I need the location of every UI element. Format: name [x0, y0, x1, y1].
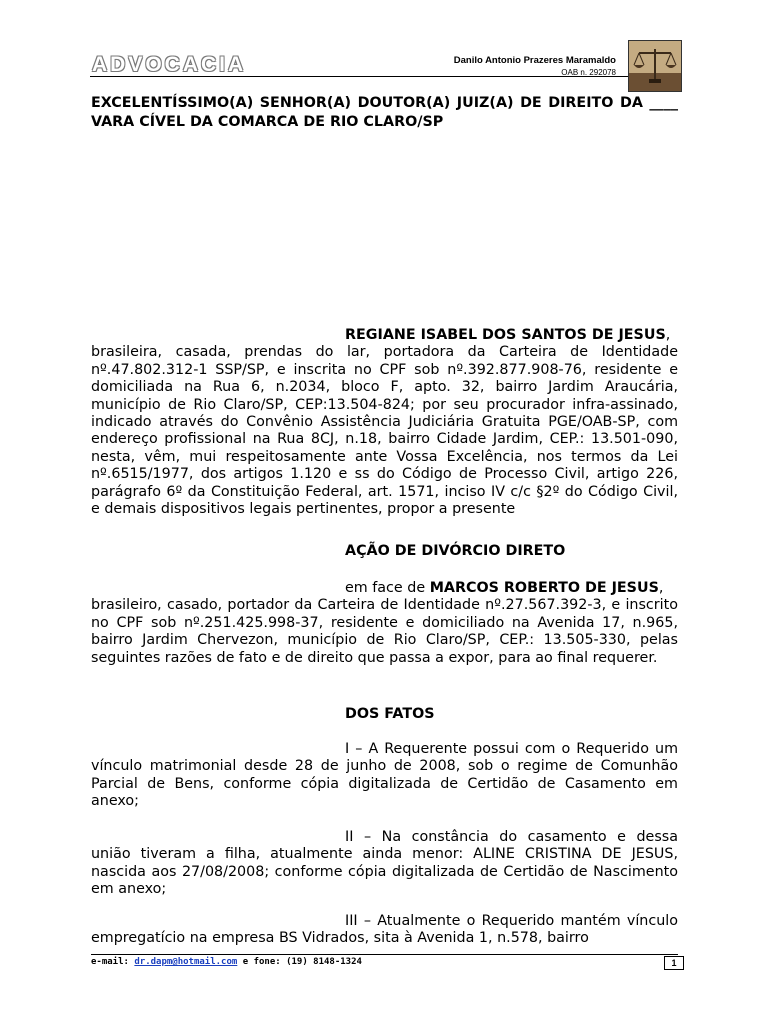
page-number: 1: [664, 956, 684, 970]
fact-paragraph-1: I – A Requerente possui com o Requerido um vínculo matrimonial desde 28 de junho de 2008, sob o regime de Comunhão Parcial de Bens, conforme cópia digitalizada de Certidão de Casamento em anexo;: [91, 741, 678, 810]
action-title: AÇÃO DE DIVÓRCIO DIRETO: [345, 543, 566, 559]
email-link[interactable]: dr.dapm@hotmail.com: [134, 957, 238, 967]
oab-number: OAB n. 292078: [561, 68, 616, 77]
fact-paragraph-2: II – Na constância do casamento e dessa união tiveram a filha, atualmente ainda menor: ALINE CRISTINA DE JESUS, nascida aos 27/08/2008; conforme cópia digitalizada de Certidão de Nascimento em anexo;: [91, 829, 678, 898]
petitioner-name: REGIANE ISABEL DOS SANTOS DE JESUS: [345, 327, 666, 343]
footer-divider: [91, 954, 678, 955]
respondent-paragraph: [91, 580, 678, 667]
email-label: e-mail:: [91, 957, 135, 967]
phone-text: e fone: (19) 8148-1324: [237, 957, 362, 967]
footer-contact: [91, 957, 362, 967]
petitioner-paragraph: [91, 327, 678, 518]
respondent-lead: em face de: [345, 580, 430, 596]
scales-of-justice-icon: [628, 40, 682, 92]
lawyer-name: Danilo Antonio Prazeres Maramaldo: [453, 55, 616, 66]
respondent-name-comma: ,: [658, 580, 664, 596]
respondent-details: brasileiro, casado, portador da Carteira de Identidade nº.27.567.392-3, e inscrito no CPF sob nº.251.425.998-37, residente e domiciliado na Avenida 17, n.965, bairro Jardim Chervezon, município de Rio Claro/SP, CEP.: 13.505-330, pelas seguintes razões de fato e de direito que passa a expor, para ao final requerer.: [91, 597, 678, 666]
facts-heading: DOS FATOS: [345, 706, 435, 722]
petitioner-name-comma: ,: [665, 327, 671, 343]
header-divider: [90, 76, 628, 77]
court-addressee: EXCELENTÍSSIMO(A) SENHOR(A) DOUTOR(A) JUIZ(A) DE DIREITO DA ____ VARA CÍVEL DA COMARCA DE RIO CLARO/SP: [91, 95, 678, 130]
scales-image: [629, 41, 681, 91]
document-header: [90, 40, 682, 92]
fact-paragraph-3: III – Atualmente o Requerido mantém vínculo empregatício na empresa BS Vidrados, sita à Avenida 1, n.578, bairro: [91, 913, 678, 947]
petitioner-details: brasileira, casada, prendas do lar, portadora da Carteira de Identidade nº.47.802.312-1 SSP/SP, e inscrita no CPF sob nº.392.877.908-76, residente e domiciliada na Rua 6, n.2034, bloco F, apto. 32, bairro Jardim Araucária, município de Rio Claro/SP, CEP:13.504-824; por seu procurador infra-assinado, indicado através do Convênio Assistência Judiciária Gratuita PGE/OAB-SP, com endereço profissional na Rua 8CJ, n.18, bairro Cidade Jardim, CEP.: 13.501-090, nesta, vêm, mui respeitosamente ante Vossa Excelência, nos termos da Lei nº.6515/1977, dos artigos 1.120 e ss do Código de Processo Civil, artigo 226, parágrafo 6º da Constituição Federal, art. 1571, inciso IV c/c §2º do Código Civil, e demais dispositivos legais pertinentes, propor a presente: [91, 344, 678, 518]
respondent-name: MARCOS ROBERTO DE JESUS: [429, 580, 659, 596]
advocacia-logo: ADVOCACIA: [92, 53, 247, 76]
